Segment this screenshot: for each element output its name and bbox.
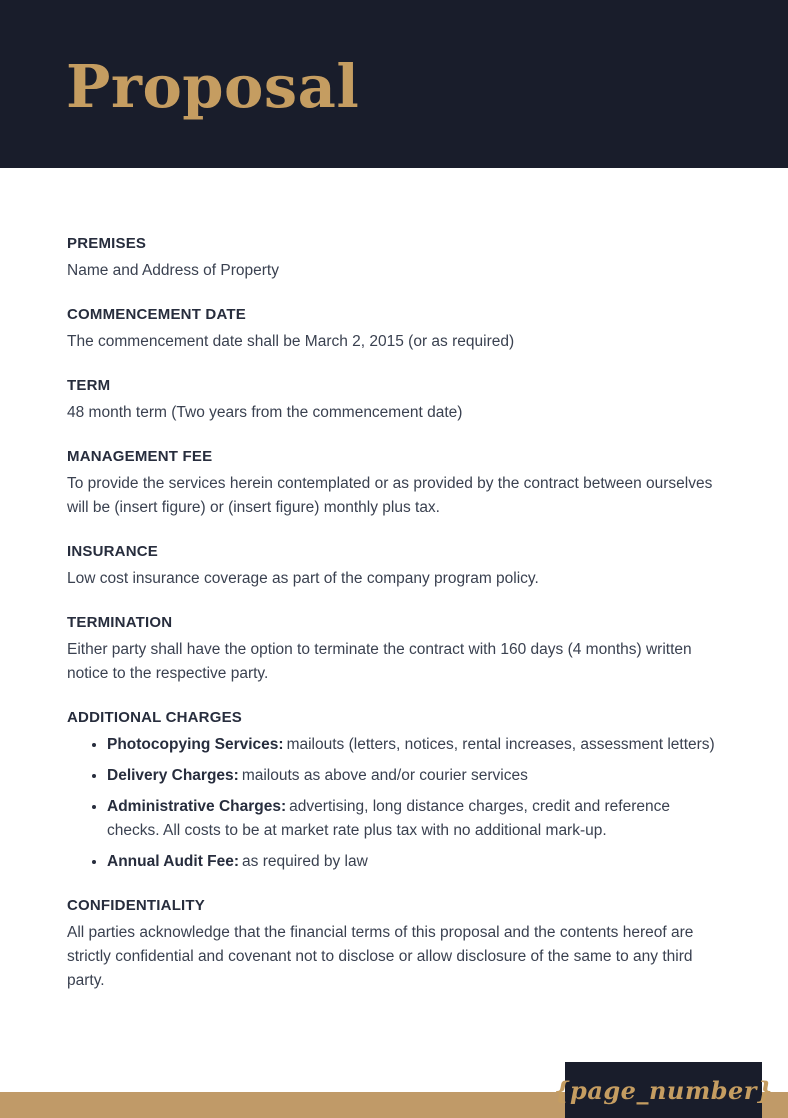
section-confidentiality <box>67 896 722 993</box>
section-heading: TERMINATION <box>67 614 173 631</box>
section-management-fee <box>67 447 722 520</box>
bullet-label: Delivery Charges: <box>107 767 239 784</box>
section-additional-charges <box>67 708 722 874</box>
section-paragraph: Low cost insurance coverage as part of the company program policy. <box>67 570 539 587</box>
page-number-box <box>554 1062 773 1118</box>
section-paragraph: Name and Address of Property <box>67 262 279 279</box>
section-paragraph: The commencement date shall be March 2, 2015 (or as required) <box>67 333 515 350</box>
list-item-delivery <box>107 764 722 788</box>
additional-charges-list <box>67 733 722 874</box>
section-premises <box>67 234 722 283</box>
bullet-text: advertising, long distance charges, credit and reference checks. All costs to be at market rate plus tax with no additional mark-up. <box>107 798 671 839</box>
list-item-administrative <box>107 795 722 843</box>
section-heading: CONFIDENTIALITY <box>67 897 205 914</box>
section-term <box>67 376 722 425</box>
section-commencement-date <box>67 305 722 354</box>
document-body <box>0 168 788 1015</box>
bullet-label: Photocopying Services: <box>107 736 284 753</box>
page-title: Proposal <box>66 52 360 121</box>
list-item-audit-fee <box>107 850 722 874</box>
section-heading: TERM <box>67 377 111 394</box>
list-item-photocopying <box>107 733 722 757</box>
section-termination <box>67 613 722 686</box>
page-number: {page_number} <box>554 1075 773 1105</box>
bullet-text: as required by law <box>242 853 368 870</box>
section-heading: COMMENCEMENT DATE <box>67 306 246 323</box>
section-paragraph: To provide the services herein contemplated or as provided by the contract between ourselves will be (insert figure) or (insert figure) monthly plus tax. <box>67 475 713 516</box>
bullet-text: mailouts (letters, notices, rental increases, assessment letters) <box>286 736 715 753</box>
section-insurance <box>67 542 722 591</box>
section-paragraph: 48 month term (Two years from the commencement date) <box>67 404 463 421</box>
section-heading: MANAGEMENT FEE <box>67 448 213 465</box>
section-paragraph: All parties acknowledge that the financial terms of this proposal and the contents hereof are strictly confidential and covenant not to disclose or allow disclosure of the same to any third party. <box>67 924 694 989</box>
bullet-label: Annual Audit Fee: <box>107 853 240 870</box>
section-paragraph: Either party shall have the option to terminate the contract with 160 days (4 months) written notice to the respective party. <box>67 641 692 682</box>
header-banner <box>0 0 788 168</box>
bullet-label: Administrative Charges: <box>107 798 287 815</box>
section-heading: ADDITIONAL CHARGES <box>67 709 242 726</box>
bullet-text: mailouts as above and/or courier services <box>241 767 528 784</box>
section-heading: PREMISES <box>67 235 147 252</box>
section-heading: INSURANCE <box>67 543 158 560</box>
